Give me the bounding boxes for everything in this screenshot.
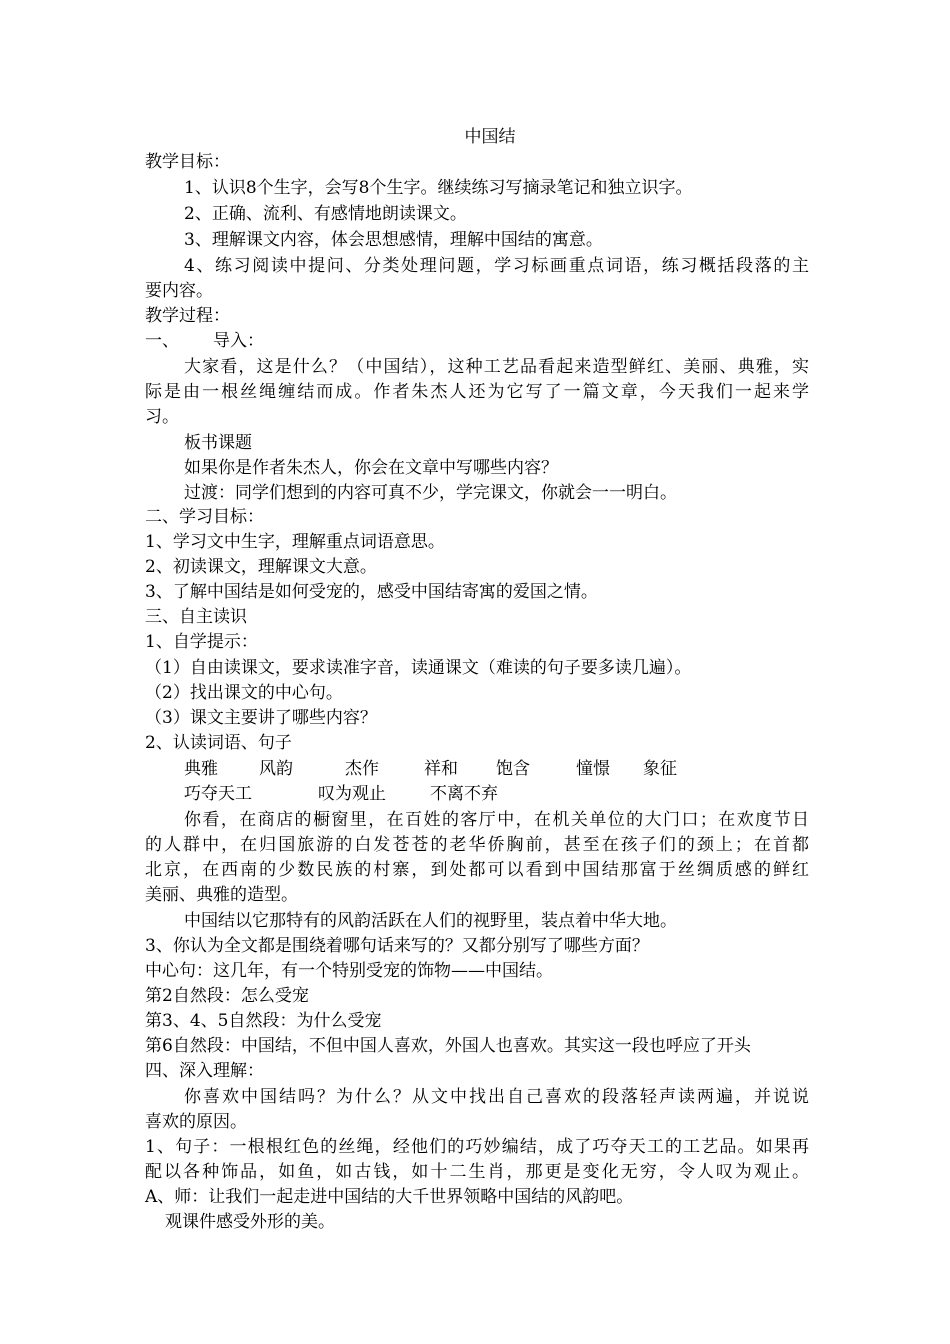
section1-title: 导入： [213, 331, 264, 351]
study-goal-item: 3、了解中国结是如何受宠的，感受中国结寄寓的爱国之情。 [145, 582, 598, 602]
passage-line: 你看，在商店的橱窗里，在百姓的客厅中，在机关单位的大门口；在欢度节日 [184, 810, 809, 830]
understanding-intro-line: 你喜欢中国结吗？为什么？从文中找出自己喜欢的段落轻声读两遍，并说说 [184, 1087, 809, 1107]
question-central-sentence: 3、你认为全文都是围绕着哪句话来写的？又都分别写了哪些方面？ [145, 936, 649, 956]
goal-item: 2、正确、流利、有感情地朗读课文。 [184, 204, 467, 224]
passage-line: 美丽、典雅的造型。 [145, 885, 298, 905]
section3-heading: 三、自主读识 [145, 607, 247, 627]
vocab-heading: 2、认读词语、句子 [145, 733, 292, 753]
intro-paragraph-line: 大家看，这是什么？（中国结），这种工艺品看起来造型鲜红、美丽、典雅，实 [184, 357, 809, 377]
vocab-phrase: 巧夺天工 [184, 784, 252, 804]
vocab-phrase: 不离不弃 [430, 784, 498, 804]
goals-heading: 教学目标： [145, 152, 230, 172]
section2-heading: 二、学习目标： [145, 507, 264, 527]
process-heading: 教学过程： [145, 306, 230, 326]
self-study-tip: （3）课文主要讲了哪些内容？ [145, 708, 377, 728]
study-goal-item: 1、学习文中生字，理解重点词语意思。 [145, 532, 445, 552]
self-study-tips-heading: 1、自学提示： [145, 632, 258, 652]
vocab-word: 象征 [643, 759, 677, 779]
vocab-word: 典雅 [184, 759, 218, 779]
paragraph-summary: 第2自然段：怎么受宠 [145, 986, 309, 1006]
goal-item: 4、练习阅读中提问、分类处理问题，学习标画重点词语，练习概括段落的主 [184, 256, 809, 276]
section1-number: 一、 [145, 331, 179, 351]
goal-item: 3、理解课文内容，体会思想感情，理解中国结的寓意。 [184, 230, 603, 250]
board-title-note: 板书课题 [184, 433, 252, 453]
study-goal-item: 2、初读课文，理解课文大意。 [145, 557, 377, 577]
author-question: 如果你是作者朱杰人，你会在文章中写哪些内容？ [184, 458, 558, 478]
sentence-line: 1、句子：一根根红色的丝绳，经他们的巧妙编结，成了巧夺天工的工艺品。如果再 [145, 1137, 809, 1157]
teacher-line: A、师：让我们一起走进中国结的大千世界领略中国结的风韵吧。 [145, 1187, 634, 1207]
goal-item-continued: 要内容。 [145, 281, 213, 301]
vocab-word: 祥和 [424, 759, 458, 779]
document-title: 中国结 [464, 127, 516, 147]
self-study-tip: （1）自由读课文，要求读准字音，读通课文（难读的句子要多读几遍）。 [145, 658, 692, 678]
paragraph-summary: 第3、4、5自然段：为什么受宠 [145, 1011, 382, 1031]
passage-line: 北京，在西南的少数民族的村寨，到处都可以看到中国结那富于丝绸质感的鲜红 [145, 860, 809, 880]
courseware-line: 观课件感受外形的美。 [165, 1212, 335, 1232]
sentence-line: 配以各种饰品，如鱼，如古钱，如十二生肖，那更是变化无穷，令人叹为观止。 [145, 1162, 809, 1182]
section4-heading: 四、深入理解： [145, 1061, 264, 1081]
self-study-tip: （2）找出课文的中心句。 [145, 683, 343, 703]
central-sentence: 中心句：这几年，有一个特别受宠的饰物——中国结。 [145, 961, 553, 981]
vocab-word: 风韵 [259, 759, 293, 779]
goal-item: 1、认识8个生字，会写8个生字。继续练习写摘录笔记和独立识字。 [184, 178, 693, 198]
intro-paragraph-line: 际是由一根丝绳缠结而成。作者朱杰人还为它写了一篇文章，今天我们一起来学 [145, 382, 809, 402]
vocab-word: 饱含 [496, 759, 530, 779]
vocab-word: 憧憬 [576, 759, 610, 779]
passage-line: 中国结以它那特有的风韵活跃在人们的视野里，装点着中华大地。 [184, 911, 677, 931]
intro-paragraph-line: 习。 [145, 407, 179, 427]
vocab-phrase: 叹为观止 [318, 784, 386, 804]
understanding-intro-line: 喜欢的原因。 [145, 1112, 247, 1132]
paragraph-summary: 第6自然段：中国结，不但中国人喜欢，外国人也喜欢。其实这一段也呼应了开头 [145, 1036, 751, 1056]
passage-line: 的人群中，在归国旅游的白发苍苍的老华侨胸前，甚至在孩子们的颈上；在首都 [145, 835, 809, 855]
transition-text: 过渡：同学们想到的内容可真不少，学完课文，你就会一一明白。 [184, 483, 677, 503]
vocab-word: 杰作 [345, 759, 379, 779]
